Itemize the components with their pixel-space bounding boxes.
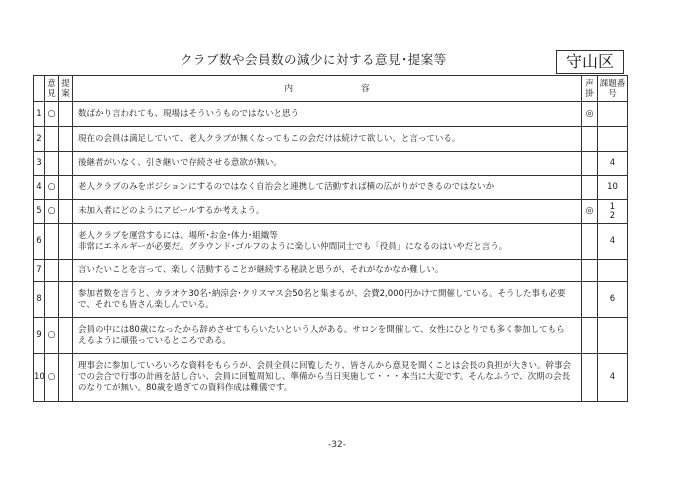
row-number: 5 — [34, 200, 45, 224]
proposal-mark — [59, 354, 73, 402]
opinion-mark: ○ — [45, 200, 59, 224]
proposal-mark — [59, 127, 73, 152]
page-number: -32- — [328, 440, 346, 450]
topic-number: 4 — [598, 152, 628, 176]
table-row — [34, 200, 628, 224]
opinion-mark — [45, 224, 59, 260]
declare-mark: ◎ — [582, 102, 598, 127]
row-number: 6 — [34, 224, 45, 260]
topic-number — [598, 260, 628, 282]
opinion-mark: ○ — [45, 318, 59, 354]
row-number: 1 — [34, 102, 45, 127]
row-number: 8 — [34, 282, 45, 318]
header-proposal: 提案 — [59, 76, 73, 102]
header-opinion: 意見 — [45, 76, 59, 102]
header-declare: 声掛 — [582, 76, 598, 102]
table-row — [34, 176, 628, 200]
page-title: クラブ数や会員数の減少に対する意見･提案等 — [180, 52, 447, 67]
declare-mark — [582, 260, 598, 282]
proposal-mark — [59, 282, 73, 318]
opinions-table — [33, 75, 628, 402]
row-number: 4 — [34, 176, 45, 200]
declare-mark — [582, 127, 598, 152]
topic-number — [598, 318, 628, 354]
topic-number: 4 — [598, 224, 628, 260]
opinion-mark: ○ — [45, 176, 59, 200]
declare-mark — [582, 354, 598, 402]
topic-number: 1 2 — [598, 200, 628, 224]
declare-mark: ◎ — [582, 200, 598, 224]
row-number: 9 — [34, 318, 45, 354]
row-content: 老人クラブのみをポジションにするのではなく自治会と連携して活動すれば横の広がりができるのではないか — [73, 176, 582, 200]
opinion-mark — [45, 260, 59, 282]
table-row — [34, 224, 628, 260]
declare-mark — [582, 282, 598, 318]
proposal-mark — [59, 318, 73, 354]
proposal-mark — [59, 152, 73, 176]
row-content: 数ばかり言われても、現場はそういうものではないと思う — [73, 102, 582, 127]
opinion-mark: ○ — [45, 354, 59, 402]
header-topic-no: 課題番号 — [598, 76, 628, 102]
table-row — [34, 318, 628, 354]
row-number: 10 — [34, 354, 45, 402]
row-content: 理事会に参加していろいろな資料をもらうが、会員全員に回覧したり、皆さんから意見を聞くことは会長の負担が大きい。幹事会での会合で行事の計画を話し合い、会員に回覧周知し、準備から当日実施して・・・本当に大変です。そんなふうで、次期の会長のなりてが無い。80歳を過ぎての資料作成は難儀です。 — [73, 354, 582, 402]
proposal-mark — [59, 102, 73, 127]
row-content: 言いたいことを言って、楽しく活動することが継続する秘訣と思うが、それがなかなか難しい。 — [73, 260, 582, 282]
opinion-mark — [45, 152, 59, 176]
proposal-mark — [59, 200, 73, 224]
declare-mark — [582, 152, 598, 176]
topic-number — [598, 127, 628, 152]
topic-number: 10 — [598, 176, 628, 200]
proposal-mark — [59, 260, 73, 282]
row-number: 3 — [34, 152, 45, 176]
declare-mark — [582, 224, 598, 260]
row-content: 現在の会員は満足していて、老人クラブが無くなってもこの会だけは続けて欲しい、と言っている。 — [73, 127, 582, 152]
header-no — [34, 76, 45, 102]
opinion-mark — [45, 127, 59, 152]
table-row — [34, 127, 628, 152]
proposal-mark — [59, 176, 73, 200]
row-number: 7 — [34, 260, 45, 282]
row-content: 老人クラブを運営するには、場所･お金･体力･組織等 非常にエネルギーが必要だ。グラウンド･ゴルフのように楽しい仲間同士でも「役員」になるのはいやだと言う。 — [73, 224, 582, 260]
topic-number: 6 — [598, 282, 628, 318]
opinion-mark — [45, 282, 59, 318]
declare-mark — [582, 176, 598, 200]
row-content: 未加入者にどのようにアピールするか考えよう。 — [73, 200, 582, 224]
row-content: 会員の中には80歳になったから辞めさせてもらいたいという人がある。サロンを開催して、女性にひとりでも多く参加してもらえるように頑張っているところである。 — [73, 318, 582, 354]
opinion-mark: ○ — [45, 102, 59, 127]
proposal-mark — [59, 224, 73, 260]
table-row — [34, 152, 628, 176]
row-number: 2 — [34, 127, 45, 152]
declare-mark — [582, 318, 598, 354]
row-content: 後継者がいなく、引き継いで存続させる意欲が無い。 — [73, 152, 582, 176]
table-row — [34, 282, 628, 318]
table-row — [34, 260, 628, 282]
topic-number — [598, 102, 628, 127]
ward-label: 守山区 — [556, 50, 624, 74]
table-row — [34, 354, 628, 402]
row-content: 参加者数を言うと、カラオケ30名･納涼会･クリスマス会50名と集まるが、会費2,000円かけて開催している。そうした事も必要で、それでも皆さん楽しんでいる。 — [73, 282, 582, 318]
table-row — [34, 102, 628, 127]
topic-number: 4 — [598, 354, 628, 402]
header-content: 内 容 — [73, 76, 582, 102]
table-header-row — [34, 76, 628, 102]
